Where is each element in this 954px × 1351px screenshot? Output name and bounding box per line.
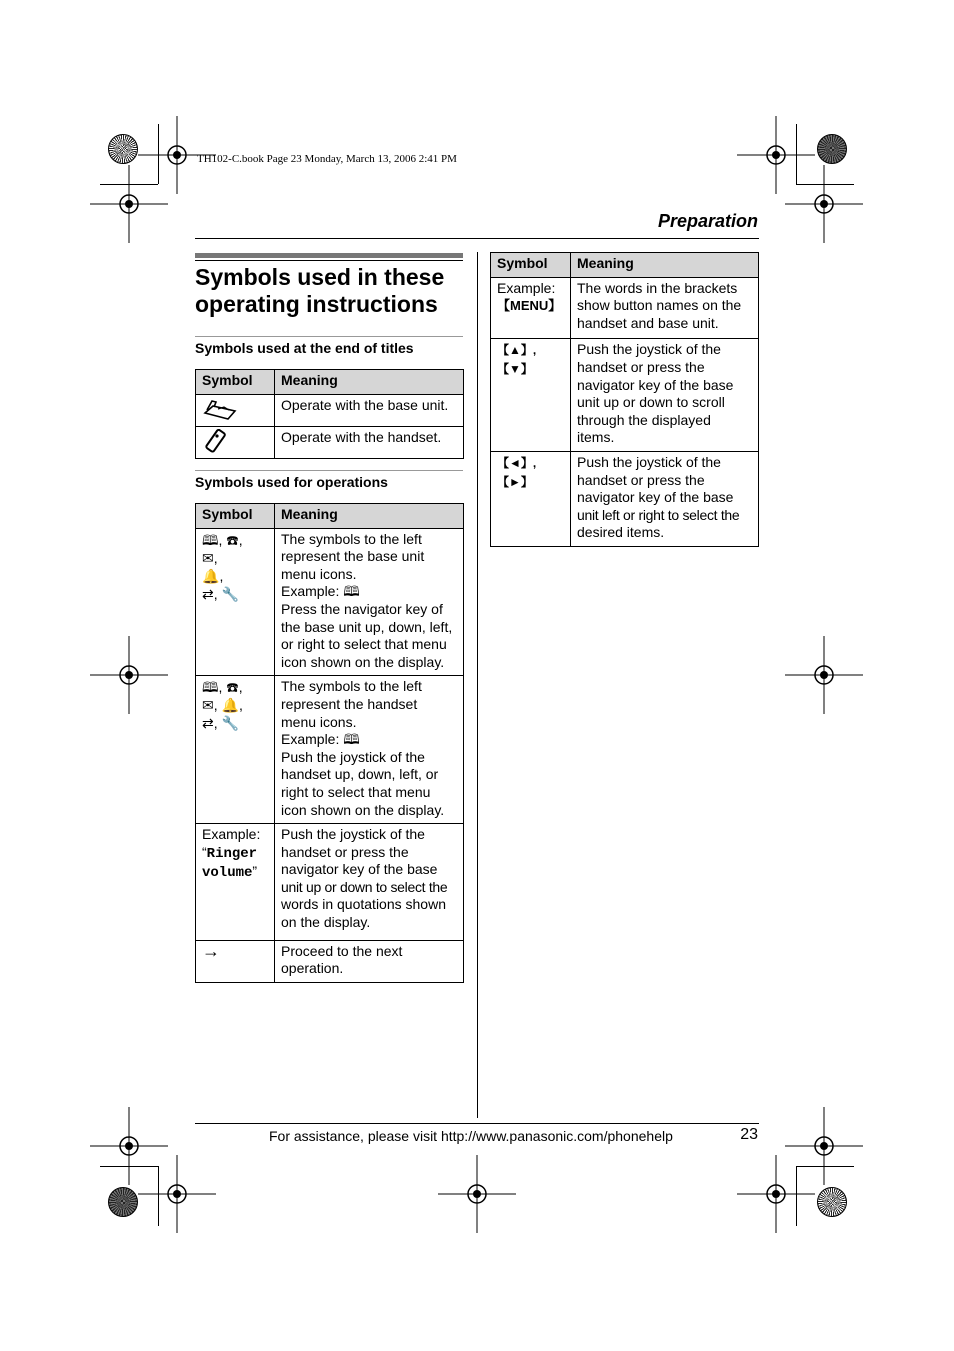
meaning-line: navigator key of the base bbox=[281, 861, 438, 878]
meaning-line: handset or press the bbox=[577, 358, 705, 375]
voicemail-icon: ✉ bbox=[202, 697, 214, 714]
color-rosette-icon bbox=[108, 134, 138, 164]
caller-id-icon: ☎ bbox=[226, 679, 239, 696]
column-header: Meaning bbox=[571, 253, 759, 278]
wrench-icon: 🔧 bbox=[221, 715, 239, 732]
meaning-line: Push the joystick of the bbox=[577, 453, 721, 470]
handset-icon bbox=[202, 429, 230, 453]
table-row bbox=[196, 426, 464, 458]
table-row bbox=[196, 528, 464, 676]
meaning-line: icon shown on the display. bbox=[281, 653, 445, 670]
meaning-line bbox=[281, 731, 457, 749]
meaning-line: through the displayed bbox=[577, 411, 711, 428]
symbol-cell bbox=[196, 940, 275, 982]
handset-base-icon: ⇄ bbox=[202, 585, 214, 602]
meaning-line: unit left or right to select the bbox=[577, 506, 740, 523]
menu-button-symbol: 【MENU】 bbox=[497, 298, 562, 314]
column-divider bbox=[477, 252, 478, 1118]
page-heading bbox=[195, 264, 475, 318]
meaning-line: handset or press the bbox=[577, 471, 705, 488]
meaning-line: handset or press the bbox=[281, 843, 409, 860]
meaning-line: Push the joystick of the bbox=[577, 341, 721, 358]
meaning-line: or right to select that menu bbox=[281, 636, 447, 653]
section-title: Preparation bbox=[657, 211, 758, 231]
quoted-word-line bbox=[202, 844, 268, 864]
subsection-rule bbox=[195, 470, 463, 471]
titles-section-label: Symbols used at the end of titles bbox=[195, 340, 414, 356]
registration-mark-icon bbox=[785, 165, 863, 243]
display-word: Ringer bbox=[206, 845, 258, 862]
meaning-cell bbox=[275, 676, 464, 824]
meaning-line: The symbols to the left bbox=[281, 678, 422, 695]
meaning-line bbox=[281, 583, 457, 601]
meaning-line: icon shown on the display. bbox=[281, 801, 445, 818]
heading-rule bbox=[195, 253, 463, 258]
color-rosette-icon bbox=[108, 1187, 138, 1217]
meaning-line: right to select that menu bbox=[281, 783, 431, 800]
book-info: TH102-C.book Page 23 Monday, March 13, 2006 2:41 PM bbox=[197, 153, 457, 165]
heading-rule-thin bbox=[195, 260, 463, 261]
registration-mark-icon bbox=[438, 1155, 516, 1233]
column-header: Symbol bbox=[196, 504, 275, 529]
phonebook-icon: 🕮 bbox=[343, 731, 360, 748]
meaning-line: menu icons. bbox=[281, 713, 357, 730]
meaning-cell bbox=[275, 824, 464, 941]
meaning-line: items. bbox=[577, 429, 615, 446]
meaning-cell: Operate with the base unit. bbox=[275, 394, 464, 426]
symbol-cell bbox=[196, 394, 275, 426]
color-rosette-icon bbox=[817, 1187, 847, 1217]
meaning-line: Press the navigator key of bbox=[281, 600, 443, 617]
symbol-cell bbox=[196, 824, 275, 941]
meaning-line: the base unit up, down, left, bbox=[281, 618, 453, 635]
registration-mark-icon bbox=[90, 636, 168, 714]
meaning-line: words in quotations shown bbox=[281, 896, 446, 913]
column-header: Meaning bbox=[275, 370, 464, 395]
example-label: Example: bbox=[497, 279, 556, 296]
registration-mark-icon bbox=[737, 1155, 815, 1233]
up-down-keys-symbol: 【▲】, 【▼】 bbox=[497, 343, 537, 376]
meaning-line: desired items. bbox=[577, 524, 665, 541]
symbol-cell bbox=[196, 426, 275, 458]
meaning-line: represent the base unit bbox=[281, 548, 425, 565]
table-row bbox=[491, 277, 759, 339]
phonebook-icon: 🕮 bbox=[343, 583, 360, 600]
subsection-rule bbox=[195, 336, 463, 337]
phonebook-icon: 🕮 bbox=[202, 679, 219, 696]
table-header-row bbox=[196, 504, 464, 529]
meaning-line: Push the joystick of the bbox=[281, 748, 425, 765]
meaning-line: show button names on the bbox=[577, 297, 742, 314]
table-header-row bbox=[491, 253, 759, 278]
quote-mark: “ bbox=[202, 843, 207, 860]
example-label: Example: bbox=[202, 826, 261, 843]
meaning-line: operation. bbox=[281, 960, 344, 977]
table-row bbox=[491, 451, 759, 546]
meaning-cell bbox=[571, 277, 759, 339]
quote-mark: ” bbox=[252, 863, 258, 880]
meaning-line: navigator key of the base bbox=[577, 489, 734, 506]
arrow-right-icon: → bbox=[202, 940, 220, 961]
ringer-icon: 🔔 bbox=[202, 567, 220, 584]
column-header: Symbol bbox=[196, 370, 275, 395]
footer-rule bbox=[195, 1123, 759, 1124]
page-number: 23 bbox=[740, 1126, 758, 1143]
answering-system-icon: ✉ bbox=[202, 549, 214, 566]
table-row bbox=[196, 676, 464, 824]
quoted-word-line bbox=[202, 863, 268, 883]
base-unit-icon bbox=[202, 397, 238, 421]
meaning-line: The words in the brackets bbox=[577, 279, 738, 296]
meaning-line: unit up or down to scroll bbox=[577, 394, 725, 411]
caller-id-icon: ☎ bbox=[226, 531, 239, 548]
meaning-line: The symbols to the left bbox=[281, 530, 422, 547]
page-heading-line: operating instructions bbox=[195, 291, 438, 317]
meaning-line: menu icons. bbox=[281, 565, 357, 582]
meaning-line: navigator key of the base bbox=[577, 376, 734, 393]
meaning-line: handset up, down, left, or bbox=[281, 766, 439, 783]
wrench-icon: 🔧 bbox=[221, 585, 239, 602]
example-label: Example: bbox=[281, 583, 344, 600]
table-row bbox=[491, 339, 759, 452]
meaning-cell bbox=[275, 528, 464, 676]
operations-symbols-table bbox=[195, 503, 464, 983]
meaning-line: represent the handset bbox=[281, 695, 418, 712]
header-rule bbox=[195, 238, 759, 239]
ringer-icon: 🔔 bbox=[221, 697, 239, 714]
meaning-cell bbox=[571, 451, 759, 546]
symbol-cell: 🕮, ☎, ✉, 🔔, ⇄, 🔧 bbox=[196, 676, 275, 824]
symbol-cell bbox=[491, 451, 571, 546]
example-label: Example: bbox=[281, 731, 344, 748]
page-heading-line: Symbols used in these bbox=[195, 264, 445, 290]
meaning-line: unit up or down to select the bbox=[281, 878, 448, 895]
meaning-line: Push the joystick of the bbox=[281, 826, 425, 843]
meaning-cell bbox=[275, 940, 464, 982]
column-header: Symbol bbox=[491, 253, 571, 278]
registration-mark-icon bbox=[90, 165, 168, 243]
handset-base-icon: ⇄ bbox=[202, 715, 214, 732]
meaning-cell: Operate with the handset. bbox=[275, 426, 464, 458]
table-row bbox=[196, 940, 464, 982]
meaning-cell bbox=[571, 339, 759, 452]
table-row bbox=[196, 824, 464, 941]
phonebook-icon: 🕮 bbox=[202, 531, 219, 548]
meaning-line: on the display. bbox=[281, 914, 371, 931]
table-row bbox=[196, 394, 464, 426]
operations-section-label: Symbols used for operations bbox=[195, 474, 388, 490]
registration-mark-icon bbox=[785, 636, 863, 714]
key-symbols-table bbox=[490, 252, 759, 547]
symbol-cell bbox=[491, 277, 571, 339]
assistance-text: For assistance, please visit http://www.panasonic.com/phonehelp bbox=[269, 1128, 673, 1144]
left-right-keys-symbol: 【◄】, 【►】 bbox=[497, 455, 537, 489]
meaning-line: Proceed to the next bbox=[281, 942, 403, 959]
display-word: volume bbox=[202, 865, 253, 882]
column-header: Meaning bbox=[275, 504, 464, 529]
registration-mark-icon bbox=[138, 1155, 216, 1233]
titles-symbols-table bbox=[195, 369, 464, 459]
color-rosette-icon bbox=[817, 134, 847, 164]
symbol-cell bbox=[491, 339, 571, 452]
symbol-cell: 🕮, ☎, ✉, 🔔, ⇄, 🔧 bbox=[196, 528, 275, 676]
table-header-row bbox=[196, 370, 464, 395]
meaning-line: handset and base unit. bbox=[577, 314, 719, 331]
